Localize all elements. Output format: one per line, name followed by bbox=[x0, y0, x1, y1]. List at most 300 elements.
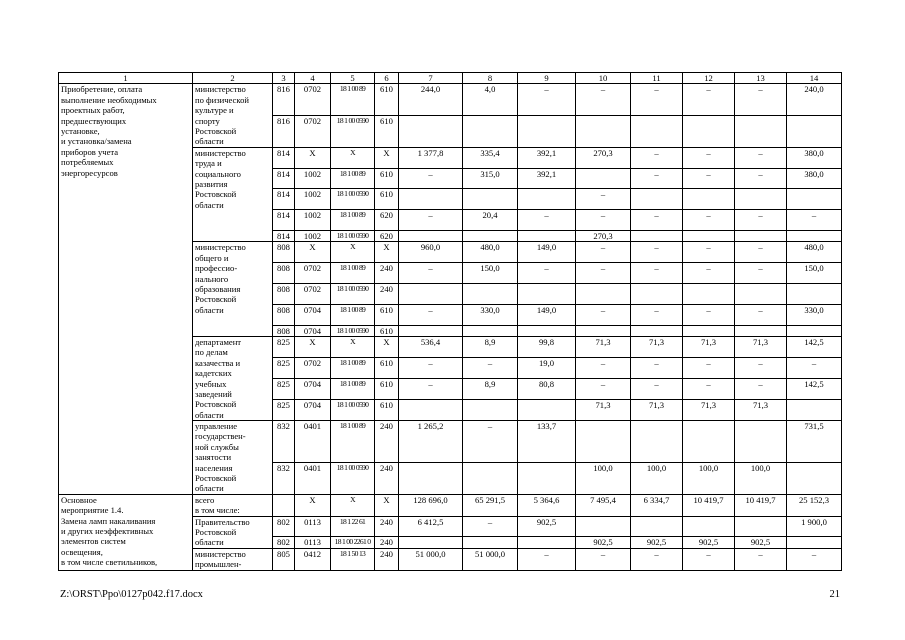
measure-line: элементов систем bbox=[61, 536, 126, 547]
executor-line: министерство bbox=[195, 242, 246, 253]
executor-line: министерство bbox=[195, 84, 246, 95]
amount-cell: – bbox=[463, 516, 518, 537]
executor-line: нального bbox=[195, 273, 229, 284]
column-header: 14 bbox=[787, 73, 842, 84]
amount-cell bbox=[576, 283, 631, 304]
amount-cell: – bbox=[576, 379, 631, 400]
amount-cell bbox=[787, 230, 842, 241]
section-cell: Х bbox=[295, 494, 331, 516]
amount-cell bbox=[787, 400, 842, 421]
amount-cell: – bbox=[576, 210, 631, 231]
section-cell: 0704 bbox=[295, 379, 331, 400]
grbs-cell: 814 bbox=[273, 147, 295, 168]
amount-cell: – bbox=[735, 210, 787, 231]
executor-line: области bbox=[195, 199, 224, 210]
amount-cell bbox=[576, 116, 631, 148]
expense-type-cell: 610 bbox=[375, 84, 399, 116]
column-header: 11 bbox=[631, 73, 683, 84]
amount-cell bbox=[463, 116, 518, 148]
expense-type-cell: 240 bbox=[375, 516, 399, 537]
target-article-cell: Х bbox=[331, 336, 375, 357]
amount-cell bbox=[576, 168, 631, 189]
section-cell: 1002 bbox=[295, 168, 331, 189]
amount-cell: 150,0 bbox=[787, 263, 842, 284]
amount-cell: 960,0 bbox=[399, 242, 463, 263]
amount-cell: 100,0 bbox=[735, 463, 787, 495]
column-header: 10 bbox=[576, 73, 631, 84]
amount-cell bbox=[518, 537, 576, 548]
executor-line: государствен- bbox=[195, 431, 246, 442]
target-article-cell: 18 1 00 89 bbox=[331, 304, 375, 325]
amount-cell: – bbox=[735, 242, 787, 263]
executor-line: области bbox=[195, 409, 224, 420]
amount-cell bbox=[518, 116, 576, 148]
measure-line: и других неэффективных bbox=[61, 525, 154, 536]
section-cell: 0704 bbox=[295, 400, 331, 421]
section-cell: Х bbox=[295, 336, 331, 357]
amount-cell: – bbox=[631, 304, 683, 325]
amount-cell bbox=[463, 283, 518, 304]
executor-line: Ростовской bbox=[195, 294, 237, 305]
expense-type-cell: 610 bbox=[375, 116, 399, 148]
executor-line: труда и bbox=[195, 158, 222, 169]
section-cell: Х bbox=[295, 147, 331, 168]
grbs-cell: 814 bbox=[273, 189, 295, 210]
grbs-cell: 805 bbox=[273, 548, 295, 570]
amount-cell: 4,0 bbox=[463, 84, 518, 116]
executor-line: Ростовской bbox=[195, 399, 237, 410]
target-article-cell: 18 1 00 89 bbox=[331, 168, 375, 189]
measure-line: в том числе светильников, bbox=[61, 557, 158, 568]
amount-cell bbox=[683, 325, 735, 336]
measure-line: приборов учета bbox=[61, 146, 119, 157]
section-cell: 0401 bbox=[295, 421, 331, 463]
column-header: 7 bbox=[399, 73, 463, 84]
amount-cell: 100,0 bbox=[683, 463, 735, 495]
executor-line: учебных bbox=[195, 378, 227, 389]
amount-cell: 65 291,5 bbox=[463, 494, 518, 516]
grbs-cell: 825 bbox=[273, 400, 295, 421]
executor-line: по физической bbox=[195, 94, 250, 105]
executor-line: области bbox=[195, 304, 224, 315]
amount-cell: 902,5 bbox=[631, 537, 683, 548]
amount-cell: 51 000,0 bbox=[399, 548, 463, 570]
amount-cell: – bbox=[631, 357, 683, 378]
column-header: 2 bbox=[193, 73, 273, 84]
amount-cell bbox=[787, 116, 842, 148]
section-cell: 0113 bbox=[295, 516, 331, 537]
amount-cell bbox=[518, 189, 576, 210]
amount-cell: 150,0 bbox=[463, 263, 518, 284]
amount-cell: 142,5 bbox=[787, 379, 842, 400]
measure-line: освещения, bbox=[61, 546, 103, 557]
executor-line: Ростовской bbox=[195, 189, 237, 200]
amount-cell: 902,5 bbox=[735, 537, 787, 548]
amount-cell: – bbox=[576, 84, 631, 116]
amount-cell bbox=[735, 283, 787, 304]
expense-type-cell: 240 bbox=[375, 283, 399, 304]
amount-cell bbox=[631, 516, 683, 537]
amount-cell bbox=[399, 230, 463, 241]
amount-cell: 71,3 bbox=[631, 336, 683, 357]
amount-cell bbox=[787, 325, 842, 336]
expense-type-cell: 240 bbox=[375, 537, 399, 548]
amount-cell: 142,5 bbox=[787, 336, 842, 357]
amount-cell bbox=[399, 463, 463, 495]
target-article-cell: 18 1 00 2261 0 bbox=[331, 537, 375, 548]
amount-cell bbox=[399, 537, 463, 548]
amount-cell: 7 495,4 bbox=[576, 494, 631, 516]
amount-cell: 392,1 bbox=[518, 147, 576, 168]
expense-type-cell: Х bbox=[375, 494, 399, 516]
grbs-cell: 802 bbox=[273, 537, 295, 548]
amount-cell: 80,8 bbox=[518, 379, 576, 400]
executor-line: всего bbox=[195, 494, 215, 505]
amount-cell: 71,3 bbox=[576, 336, 631, 357]
expense-type-cell: 620 bbox=[375, 230, 399, 241]
executor-line: культуре и bbox=[195, 105, 234, 116]
amount-cell: 100,0 bbox=[631, 463, 683, 495]
amount-cell: – bbox=[683, 304, 735, 325]
amount-cell bbox=[631, 325, 683, 336]
amount-cell: 536,4 bbox=[399, 336, 463, 357]
measure-line: энергоресурсов bbox=[61, 167, 118, 178]
executor-cell bbox=[193, 421, 273, 495]
amount-cell: – bbox=[735, 357, 787, 378]
expense-type-cell: 610 bbox=[375, 379, 399, 400]
amount-cell: – bbox=[576, 548, 631, 570]
executor-line: казачества и bbox=[195, 357, 241, 368]
section-cell: 0702 bbox=[295, 263, 331, 284]
target-article-cell: 18 1 50 13 bbox=[331, 548, 375, 570]
executor-line: по делам bbox=[195, 347, 228, 358]
amount-cell: 902,5 bbox=[518, 516, 576, 537]
amount-cell: 1 377,8 bbox=[399, 147, 463, 168]
section-cell: 0702 bbox=[295, 84, 331, 116]
amount-cell: 51 000,0 bbox=[463, 548, 518, 570]
amount-cell bbox=[631, 116, 683, 148]
executor-line: области bbox=[195, 537, 224, 548]
amount-cell: – bbox=[631, 84, 683, 116]
expense-type-cell: 610 bbox=[375, 168, 399, 189]
amount-cell: – bbox=[735, 379, 787, 400]
target-article-cell: Х bbox=[331, 147, 375, 168]
target-article-cell: 18 1 00 89 bbox=[331, 84, 375, 116]
grbs-cell: 832 bbox=[273, 421, 295, 463]
executor-line: образования bbox=[195, 283, 241, 294]
amount-cell: 133,7 bbox=[518, 421, 576, 463]
section-cell: 0401 bbox=[295, 463, 331, 495]
amount-cell: – bbox=[631, 242, 683, 263]
measure-line: мероприятие 1.4. bbox=[61, 505, 124, 516]
section-cell: Х bbox=[295, 242, 331, 263]
target-article-cell: 18 1 00 0590 bbox=[331, 189, 375, 210]
amount-cell: – bbox=[463, 421, 518, 463]
target-article-cell: 18 1 00 0590 bbox=[331, 400, 375, 421]
amount-cell: 10 419,7 bbox=[735, 494, 787, 516]
section-cell: 0113 bbox=[295, 537, 331, 548]
file-path: Z:\ORST\Ppo\0127p042.f17.docx bbox=[60, 589, 203, 600]
amount-cell: – bbox=[576, 189, 631, 210]
amount-cell: 335,4 bbox=[463, 147, 518, 168]
executor-line: Правительство bbox=[195, 516, 250, 527]
amount-cell: – bbox=[576, 263, 631, 284]
target-article-cell: 18 1 00 0590 bbox=[331, 230, 375, 241]
amount-cell: – bbox=[576, 242, 631, 263]
section-cell: 0412 bbox=[295, 548, 331, 570]
amount-cell: – bbox=[518, 84, 576, 116]
amount-cell: 480,0 bbox=[463, 242, 518, 263]
expense-type-cell: 240 bbox=[375, 263, 399, 284]
grbs-cell bbox=[273, 494, 295, 516]
executor-line: ной службы bbox=[195, 441, 239, 452]
grbs-cell: 808 bbox=[273, 304, 295, 325]
amount-cell bbox=[631, 189, 683, 210]
amount-cell: 902,5 bbox=[576, 537, 631, 548]
amount-cell bbox=[683, 283, 735, 304]
amount-cell: 1 900,0 bbox=[787, 516, 842, 537]
measure-line: установке, bbox=[61, 125, 100, 136]
grbs-cell: 825 bbox=[273, 357, 295, 378]
amount-cell: – bbox=[399, 357, 463, 378]
amount-cell: – bbox=[683, 210, 735, 231]
budget-table bbox=[58, 72, 842, 571]
grbs-cell: 808 bbox=[273, 325, 295, 336]
amount-cell bbox=[787, 283, 842, 304]
executor-cell bbox=[193, 84, 273, 147]
header-row bbox=[59, 73, 842, 84]
target-article-cell: Х bbox=[331, 242, 375, 263]
measure-line: предшествующих bbox=[61, 115, 127, 126]
column-header: 9 bbox=[518, 73, 576, 84]
amount-cell bbox=[576, 516, 631, 537]
amount-cell: 480,0 bbox=[787, 242, 842, 263]
amount-cell: – bbox=[683, 84, 735, 116]
amount-cell bbox=[683, 116, 735, 148]
amount-cell: 71,3 bbox=[631, 400, 683, 421]
executor-cell bbox=[193, 548, 273, 570]
amount-cell bbox=[683, 189, 735, 210]
amount-cell: 380,0 bbox=[787, 168, 842, 189]
amount-cell: – bbox=[683, 168, 735, 189]
amount-cell: 270,3 bbox=[576, 147, 631, 168]
amount-cell: 20,4 bbox=[463, 210, 518, 231]
executor-line: спорту bbox=[195, 115, 220, 126]
amount-cell: 1 265,2 bbox=[399, 421, 463, 463]
expense-type-cell: Х bbox=[375, 242, 399, 263]
amount-cell: – bbox=[683, 242, 735, 263]
column-header: 3 bbox=[273, 73, 295, 84]
amount-cell: 244,0 bbox=[399, 84, 463, 116]
amount-cell: – bbox=[683, 263, 735, 284]
expense-type-cell: 610 bbox=[375, 325, 399, 336]
amount-cell bbox=[463, 537, 518, 548]
target-article-cell: 18 1 00 0590 bbox=[331, 283, 375, 304]
amount-cell bbox=[463, 325, 518, 336]
executor-line: Ростовской bbox=[195, 473, 237, 484]
section-cell: 0704 bbox=[295, 325, 331, 336]
executor-line: промышлен- bbox=[195, 559, 242, 570]
amount-cell bbox=[735, 516, 787, 537]
section-cell: 1002 bbox=[295, 230, 331, 241]
executor-cell bbox=[193, 147, 273, 242]
executor-line: Ростовской bbox=[195, 526, 237, 537]
amount-cell bbox=[518, 283, 576, 304]
expense-type-cell: 240 bbox=[375, 463, 399, 495]
section-cell: 0702 bbox=[295, 116, 331, 148]
amount-cell: 315,0 bbox=[463, 168, 518, 189]
amount-cell: 100,0 bbox=[576, 463, 631, 495]
amount-cell: 330,0 bbox=[787, 304, 842, 325]
amount-cell: – bbox=[787, 210, 842, 231]
amount-cell bbox=[399, 116, 463, 148]
amount-cell: – bbox=[576, 357, 631, 378]
amount-cell bbox=[631, 421, 683, 463]
grbs-cell: 808 bbox=[273, 242, 295, 263]
amount-cell: – bbox=[683, 147, 735, 168]
amount-cell: 6 334,7 bbox=[631, 494, 683, 516]
amount-cell: 71,3 bbox=[735, 336, 787, 357]
amount-cell bbox=[463, 189, 518, 210]
amount-cell bbox=[576, 421, 631, 463]
target-article-cell: 18 1 00 89 bbox=[331, 379, 375, 400]
column-header: 1 bbox=[59, 73, 193, 84]
executor-line: области bbox=[195, 136, 224, 147]
amount-cell bbox=[787, 189, 842, 210]
amount-cell bbox=[631, 283, 683, 304]
table-row bbox=[59, 84, 842, 116]
table-row bbox=[59, 494, 842, 516]
amount-cell: 6 412,5 bbox=[399, 516, 463, 537]
amount-cell: – bbox=[631, 548, 683, 570]
executor-cell bbox=[193, 242, 273, 337]
executor-cell bbox=[193, 494, 273, 516]
grbs-cell: 808 bbox=[273, 263, 295, 284]
amount-cell: 71,3 bbox=[735, 400, 787, 421]
amount-cell: 99,8 bbox=[518, 336, 576, 357]
executor-cell bbox=[193, 516, 273, 548]
amount-cell: – bbox=[399, 379, 463, 400]
amount-cell bbox=[735, 116, 787, 148]
amount-cell: – bbox=[735, 548, 787, 570]
amount-cell: – bbox=[735, 147, 787, 168]
amount-cell: – bbox=[787, 357, 842, 378]
amount-cell: – bbox=[683, 548, 735, 570]
amount-cell: – bbox=[399, 263, 463, 284]
amount-cell: – bbox=[683, 379, 735, 400]
amount-cell: 71,3 bbox=[576, 400, 631, 421]
executor-line: развития bbox=[195, 178, 228, 189]
section-cell: 0702 bbox=[295, 283, 331, 304]
expense-type-cell: 240 bbox=[375, 421, 399, 463]
grbs-cell: 814 bbox=[273, 168, 295, 189]
amount-cell: – bbox=[399, 168, 463, 189]
amount-cell: – bbox=[518, 548, 576, 570]
measure-line: и установка/замена bbox=[61, 136, 132, 147]
amount-cell: 128 696,0 bbox=[399, 494, 463, 516]
executor-line: управление bbox=[195, 421, 238, 432]
executor-line: области bbox=[195, 483, 224, 494]
amount-cell bbox=[518, 463, 576, 495]
amount-cell: 149,0 bbox=[518, 242, 576, 263]
grbs-cell: 816 bbox=[273, 84, 295, 116]
amount-cell: – bbox=[518, 263, 576, 284]
expense-type-cell: Х bbox=[375, 336, 399, 357]
grbs-cell: 825 bbox=[273, 379, 295, 400]
amount-cell: – bbox=[399, 210, 463, 231]
target-article-cell: 18 1 00 89 bbox=[331, 421, 375, 463]
executor-line: общего и bbox=[195, 252, 229, 263]
amount-cell: 8,9 bbox=[463, 336, 518, 357]
amount-cell: – bbox=[463, 357, 518, 378]
executor-line: департамент bbox=[195, 336, 242, 347]
expense-type-cell: 610 bbox=[375, 400, 399, 421]
grbs-cell: 816 bbox=[273, 116, 295, 148]
section-cell: 0704 bbox=[295, 304, 331, 325]
section-cell: 0702 bbox=[295, 357, 331, 378]
amount-cell bbox=[735, 230, 787, 241]
amount-cell: – bbox=[518, 210, 576, 231]
amount-cell: 270,3 bbox=[576, 230, 631, 241]
grbs-cell: 825 bbox=[273, 336, 295, 357]
amount-cell bbox=[518, 325, 576, 336]
amount-cell: – bbox=[631, 210, 683, 231]
measure-cell bbox=[59, 494, 193, 570]
amount-cell bbox=[787, 463, 842, 495]
column-header: 12 bbox=[683, 73, 735, 84]
target-article-cell: Х bbox=[331, 494, 375, 516]
amount-cell bbox=[735, 325, 787, 336]
amount-cell: 330,0 bbox=[463, 304, 518, 325]
measure-line: потребляемых bbox=[61, 157, 114, 168]
measure-cell bbox=[59, 84, 193, 494]
amount-cell bbox=[399, 400, 463, 421]
amount-cell bbox=[399, 283, 463, 304]
measure-line: проектных работ, bbox=[61, 105, 125, 116]
amount-cell: – bbox=[631, 147, 683, 168]
amount-cell bbox=[463, 463, 518, 495]
expense-type-cell: 610 bbox=[375, 357, 399, 378]
amount-cell: 71,3 bbox=[683, 336, 735, 357]
executor-line: министерство bbox=[195, 548, 246, 559]
column-header: 8 bbox=[463, 73, 518, 84]
grbs-cell: 832 bbox=[273, 463, 295, 495]
target-article-cell: 18 1 22 61 bbox=[331, 516, 375, 537]
amount-cell: 902,5 bbox=[683, 537, 735, 548]
executor-line: Ростовской bbox=[195, 125, 237, 136]
amount-cell bbox=[399, 189, 463, 210]
grbs-cell: 802 bbox=[273, 516, 295, 537]
amount-cell: 380,0 bbox=[787, 147, 842, 168]
amount-cell: – bbox=[735, 263, 787, 284]
section-cell: 1002 bbox=[295, 210, 331, 231]
target-article-cell: 18 1 00 89 bbox=[331, 357, 375, 378]
executor-line: министерство bbox=[195, 147, 246, 158]
target-article-cell: 18 1 00 0590 bbox=[331, 325, 375, 336]
amount-cell bbox=[463, 400, 518, 421]
amount-cell bbox=[683, 230, 735, 241]
amount-cell: 25 152,3 bbox=[787, 494, 842, 516]
page-number: 21 bbox=[829, 589, 840, 600]
amount-cell bbox=[735, 421, 787, 463]
executor-line: профессио- bbox=[195, 263, 238, 274]
column-header: 5 bbox=[331, 73, 375, 84]
target-article-cell: 18 1 00 89 bbox=[331, 263, 375, 284]
executor-cell bbox=[193, 336, 273, 420]
amount-cell: – bbox=[735, 84, 787, 116]
amount-cell bbox=[787, 537, 842, 548]
measure-line: Замена ламп накаливания bbox=[61, 515, 156, 526]
